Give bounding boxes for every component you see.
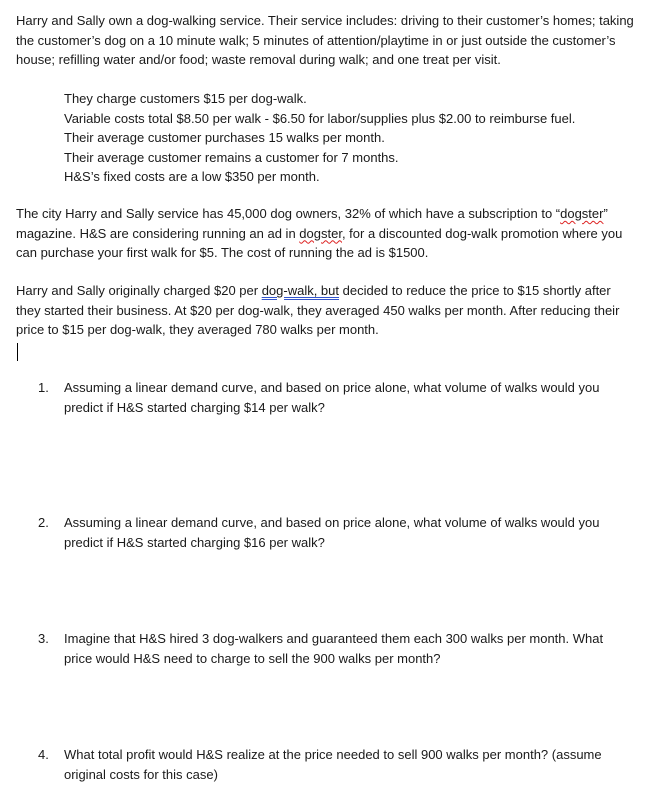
question-number: 3. [38, 631, 49, 646]
price-text-1: Harry and Sally originally charged $20 per [16, 283, 262, 298]
fact-walks-per-month: Their average customer purchases 15 walks per month. [64, 130, 385, 145]
ad-text-3: , for a discounted dog-walk promotion where you can purchase your first walk for $5. The cost of running the ad is $1500. [16, 225, 623, 260]
question-text: What total profit would H&S realize at the price needed to sell 900 walks per month? (assume original costs for this case) [64, 747, 602, 782]
question-text: Assuming a linear demand curve, and based on price alone, what volume of walks would you predict if H&S started charging $16 per walk? [64, 515, 600, 550]
spellcheck-word-dogster[interactable]: dogster [560, 206, 604, 221]
grammar-flag-dog-walk-but[interactable]: dog-walk, but [261, 283, 340, 298]
intro-paragraph: Harry and Sally own a dog-walking service. Their service includes: driving to their customer’s homes; taking the customer’s dog on a 10 minute walk; 5 minutes of attention/playtime in or just outside the customer’s house; refilling water and/or food; waste removal during walk; and one treat per visit. [16, 13, 634, 67]
question-1 [38, 378, 632, 417]
spellcheck-word-dogster-2[interactable]: dogster [299, 225, 342, 241]
ad-paragraph [16, 204, 638, 263]
question-text: Assuming a linear demand curve, and based on price alone, what volume of walks would you predict if H&S started charging $14 per walk? [64, 380, 600, 415]
price-history-paragraph [16, 281, 638, 340]
question-number: 4. [38, 747, 49, 762]
price-text-2: decided to reduce the price to $15 shortly after they started their business. At $20 per dog-walk, they averaged 450 walks per month. After reducing their price to $15 per dog-walk, they averaged 780 walks per month. [16, 283, 620, 337]
question-number: 1. [38, 380, 49, 395]
fact-price: They charge customers $15 per dog-walk. [64, 91, 307, 106]
ad-text-1: The city Harry and Sally service has 45,000 dog owners, 32% of which have a subscription to “ [16, 206, 561, 221]
facts-list [64, 89, 634, 187]
ad-text-2: ” magazine. H&S are considering running an ad in [16, 206, 608, 241]
question-number: 2. [38, 515, 49, 530]
question-3 [38, 629, 632, 668]
fact-variable-costs: Variable costs total $8.50 per walk - $6.50 for labor/supplies plus $2.00 to reimburse fuel. [64, 110, 576, 126]
text-cursor [17, 343, 18, 361]
question-text: Imagine that H&S hired 3 dog-walkers and guaranteed them each 300 walks per month. What price would H&S need to charge to sell the 900 walks per month? [64, 631, 604, 666]
question-2 [38, 513, 632, 552]
question-4 [38, 745, 632, 784]
fact-fixed-costs: H&S’s fixed costs are a low $350 per month. [64, 169, 320, 184]
fact-customer-lifetime: Their average customer remains a customer for 7 months. [64, 149, 399, 165]
